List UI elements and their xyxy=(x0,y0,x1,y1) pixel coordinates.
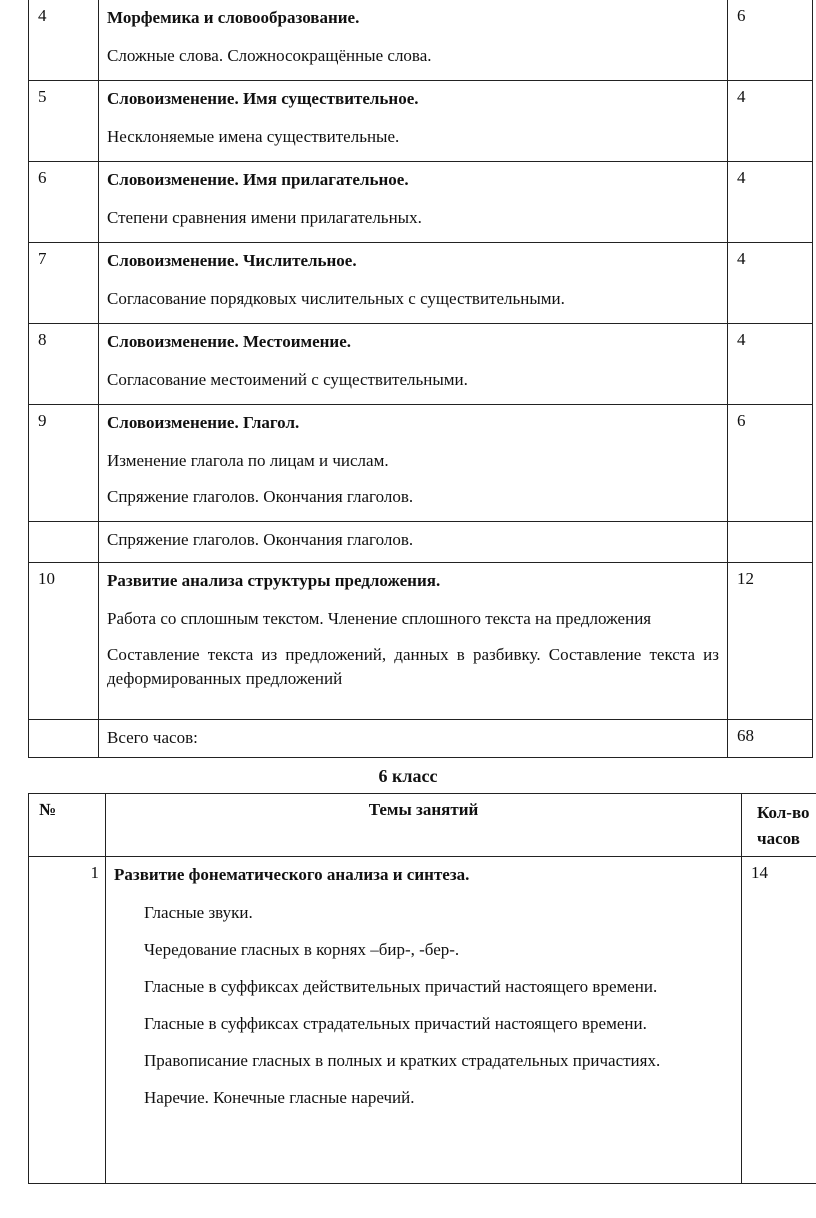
row-topic xyxy=(99,522,728,563)
table-row xyxy=(29,0,813,81)
topic-title: Словоизменение. Числительное. xyxy=(107,251,357,270)
topic-item: Работа со сплошным текстом. Членение сплошного текста на предложения xyxy=(107,609,652,628)
row-topic xyxy=(99,243,728,324)
topic-item: Спряжение глаголов. Окончания глаголов. xyxy=(107,530,414,549)
topic-item: Составление текста из предложений, данных в разбивку. Составление текста из деформированных предложений xyxy=(107,645,719,688)
topic-item: Согласование порядковых числительных с существительными. xyxy=(107,289,565,308)
topic-item: Степени сравнения имени прилагательных. xyxy=(107,208,422,227)
topic-item: Гласные в суффиксах страдательных причастий настоящего времени. xyxy=(144,1014,647,1033)
row-topic xyxy=(99,0,728,81)
row-number: 10 xyxy=(29,563,99,720)
row-topic xyxy=(106,857,742,1184)
row-hours xyxy=(728,522,813,563)
row-number: 6 xyxy=(29,162,99,243)
grade5-table xyxy=(28,0,813,758)
row-topic xyxy=(99,405,728,522)
row-topic xyxy=(99,324,728,405)
header-number: № xyxy=(29,794,106,857)
topic-item: Спряжение глаголов. Окончания глаголов. xyxy=(107,487,414,506)
row-number: 9 xyxy=(29,405,99,522)
topic-title: Развитие фонематического анализа и синтеза. xyxy=(114,865,470,884)
table-row xyxy=(29,324,813,405)
row-number: 5 xyxy=(29,81,99,162)
row-number: 4 xyxy=(29,0,99,81)
row-number: 7 xyxy=(29,243,99,324)
topic-title: Словоизменение. Глагол. xyxy=(107,413,300,432)
topic-item: Чередование гласных в корнях –бир-, -бер-. xyxy=(144,940,460,959)
table-row xyxy=(29,243,813,324)
row-number: 1 xyxy=(29,857,106,1184)
total-row xyxy=(29,720,813,758)
topic-item: Гласные в суффиксах действительных причастий настоящего времени. xyxy=(144,977,658,996)
grade6-table xyxy=(28,793,816,1184)
row-hours: 14 xyxy=(742,857,816,1184)
row-hours: 6 xyxy=(728,405,813,522)
row-number: 8 xyxy=(29,324,99,405)
table-row xyxy=(29,405,813,522)
topic-item: Сложные слова. Сложносокращённые слова. xyxy=(107,46,432,65)
topic-title: Развитие анализа структуры предложения. xyxy=(107,571,441,590)
row-hours: 4 xyxy=(728,162,813,243)
row-hours: 6 xyxy=(728,0,813,81)
total-label xyxy=(99,720,728,758)
table-row xyxy=(29,81,813,162)
table-row xyxy=(29,857,816,1184)
total-label-text: Всего часов: xyxy=(107,728,198,747)
row-hours: 4 xyxy=(728,81,813,162)
table-row xyxy=(29,563,813,720)
topic-item: Несклоняемые имена существительные. xyxy=(107,127,400,146)
topic-item: Наречие. Конечные гласные наречий. xyxy=(144,1088,415,1107)
topic-title: Морфемика и словообразование. xyxy=(107,8,360,27)
row-topic xyxy=(99,563,728,720)
row-topic xyxy=(99,81,728,162)
row-hours: 4 xyxy=(728,324,813,405)
topic-title: Словоизменение. Имя прилагательное. xyxy=(107,170,409,189)
grade6-title: 6 класс xyxy=(378,766,438,786)
topic-item: Правописание гласных в полных и кратких страдательных причастиях. xyxy=(144,1051,661,1070)
row-number xyxy=(29,720,99,758)
topic-item: Изменение глагола по лицам и числам. xyxy=(107,451,389,470)
row-hours: 4 xyxy=(728,243,813,324)
table-row xyxy=(29,162,813,243)
header-topic: Темы занятий xyxy=(106,794,742,857)
total-hours: 68 xyxy=(728,720,813,758)
row-topic xyxy=(99,162,728,243)
row-hours: 12 xyxy=(728,563,813,720)
topic-title: Словоизменение. Местоимение. xyxy=(107,332,351,351)
header-hours: Кол-во часов xyxy=(742,794,816,857)
row-number xyxy=(29,522,99,563)
topic-title: Словоизменение. Имя существительное. xyxy=(107,89,419,108)
header-row xyxy=(29,794,816,857)
topic-item: Гласные звуки. xyxy=(144,903,253,922)
topic-item: Согласование местоимений с существительными. xyxy=(107,370,468,389)
table-row xyxy=(29,522,813,563)
